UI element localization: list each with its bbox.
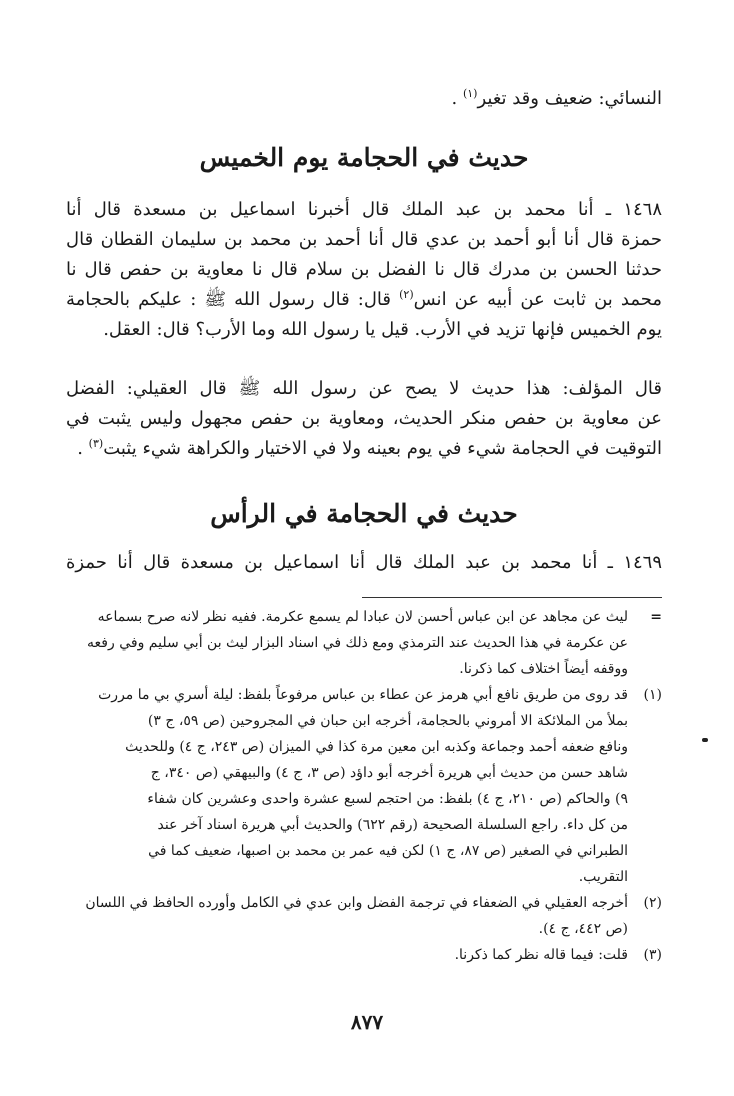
continuation-mark: =: [650, 609, 662, 625]
footnote-3-mark: (٣): [643, 947, 662, 963]
page-number: ٨٧٧: [350, 1010, 384, 1034]
footnote-2-mark: (٢): [643, 895, 662, 911]
hadith-line: حمزة قال أنا أبو أحمد بن عدي قال أنا أحمد بن محمد بن سليمان القطان قال: [66, 229, 662, 250]
footnote-1-mark: (١): [643, 687, 662, 703]
footnote-ref-2: (٢): [399, 288, 414, 301]
hadith-1469: [66, 548, 662, 578]
footnote-1: (١)قد روى من طريق نافع أبي هرمز عن عطاء بن عباس مرفوعاً بلفظ: ليلة أسري بي ما مررت: [66, 682, 662, 708]
footnotes: =ليث عن مجاهد عن ابن عباس أحسن لان عبادا لم يسمع عكرمة. ففيه نظر لانه صرح بسماعه عن عكرمة في هذا الحديث عند الترمذي ومع ذلك في اسناد البزار ليث بن أبي سليم وفي رفعه ووقفه أيضاً اختلاف كما ذكرنا. (١)قد روى من طريق نافع أبي هرمز عن عطاء بن عباس مرفوعاً بلفظ: ليلة أسري بي ما مررت بملأ من الملائكة الا أمروني بالحجامة، أخرجه ابن حبان في المجروحين (ص ٥٩، ج ٣) ونافع ضعفه أحمد وجماعة وكذبه ابن معين مرة كذا في الميزان (ص ٢٤٣، ج ٤) وللحديث شاهد حسن من حديث أبي هريرة أخرجه أبو داؤد (ص ٣، ج ٤) والبيهقي (ص ٣٤٠، ج ٩) والحاكم (ص ٢١٠، ج ٤) بلفظ: من احتجم لسبع عشرة واحدى وعشرين كان شفاء من كل داء. راجع السلسلة الصحيحة (رقم ٦٢٢) والحديث أبي هريرة اسناد آخر عند الطبراني في الصغير (ص ٨٧، ج ١) لكن فيه عمر بن محمد بن اصبها، ضعيف كما في التقريب. (٢)أخرجه العقيلي في الضعفاء في ترجمة الفضل وابن عدي في الكامل وأورده الحافظ في اللسان (ص ٤٤٢، ج ٤). (٣)قلت: فيما قاله نظر كما ذكرنا.: [66, 604, 662, 968]
hadith-line: حدثنا الحسن بن مدرك قال نا الفضل بن سلام قال نا معاوية بن حفص قال نا: [66, 259, 662, 280]
footnote-continuation: =ليث عن مجاهد عن ابن عباس أحسن لان عبادا لم يسمع عكرمة. ففيه نظر لانه صرح بسماعه: [66, 604, 662, 630]
top-line-tail: .: [451, 88, 463, 109]
hadith-line: يوم الخميس فإنها تزيد في الأرب. قيل يا رسول الله وما الأرب؟ قال: العقل.: [103, 319, 662, 340]
footnote-ref-3: (٣): [88, 437, 104, 450]
footnote-3: (٣)قلت: فيما قاله نظر كما ذكرنا.: [66, 942, 662, 968]
scan-speck: [702, 738, 708, 742]
comment-line: التوقيت في الحجامة شيء في يوم بعينه ولا في الاختيار والكراهة شيء يثبت$^{(٣)}$ .: [77, 437, 662, 459]
footnote-separator: [362, 597, 662, 598]
author-comment: [66, 374, 662, 464]
comment-line: قال المؤلف: هذا حديث لا يصح عن رسول الله ﷺ قال العقيلي: الفضل: [66, 378, 662, 399]
section-heading-head: حديث في الحجامة في الرأس: [210, 499, 518, 528]
hadith-line: ١٤٦٨ ـ أنا محمد بن عبد الملك قال أخبرنا اسماعيل بن مسعدة قال أنا: [66, 199, 662, 220]
footnote-2: (٢)أخرجه العقيلي في الضعفاء في ترجمة الفضل وابن عدي في الكامل وأورده الحافظ في اللسان: [66, 890, 662, 916]
hadith-line: محمد بن ثابت عن أبيه عن انس$^{(٢)}$ قال: قال رسول الله ﷺ : عليكم بالحجامة: [66, 288, 662, 310]
footnote-ref-1: (١): [462, 87, 478, 100]
hadith-line: ١٤٦٩ ـ أنا محمد بن عبد الملك قال أنا اسماعيل بن مسعدة قال أنا حمزة: [66, 552, 662, 573]
comment-line: عن معاوية بن حفص منكر الحديث، ومعاوية بن حفص مجهول وليس يثبت في: [66, 408, 662, 429]
hadith-1468: [66, 195, 662, 345]
section-heading-thursday: حديث في الحجامة يوم الخميس: [199, 143, 529, 172]
top-line: [66, 84, 662, 114]
top-line-text: النسائي: ضعيف وقد تغير: [477, 88, 662, 109]
